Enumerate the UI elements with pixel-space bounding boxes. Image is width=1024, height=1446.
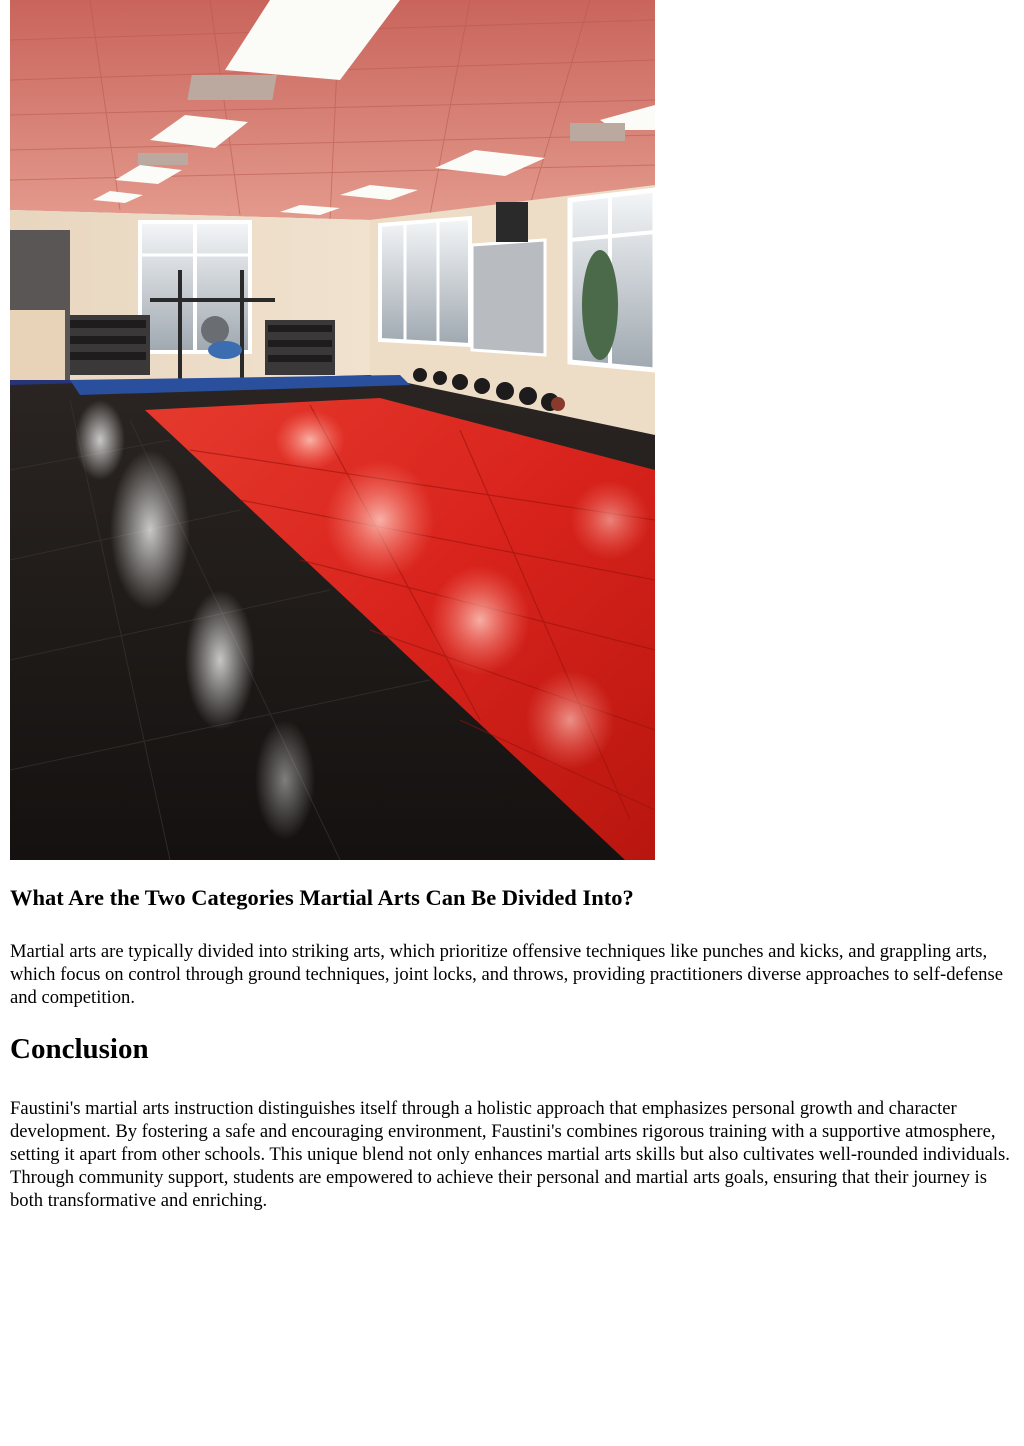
section-paragraph: Martial arts are typically divided into striking arts, which prioritize offensive techniques like punches and kicks, and grappling arts, which focus on control through ground techniques, joint locks, and throws, providing practitioners diverse approaches to self-defense and competition.	[10, 941, 1003, 1008]
conclusion-heading: Conclusion	[10, 1033, 149, 1065]
article-content	[10, 880, 1014, 1212]
section-heading: What Are the Two Categories Martial Arts Can Be Divided Into?	[10, 885, 634, 910]
martial-arts-gym-photo	[10, 0, 655, 860]
conclusion-paragraph: Faustini's martial arts instruction distinguishes itself through a holistic approach that emphasizes personal growth and character development. By fostering a safe and encouraging environment, Faustini's combines rigorous training with a supportive atmosphere, setting it apart from other schools. This unique blend not only enhances martial arts skills but also cultivates well-rounded individuals. Through community support, students are empowered to achieve their personal and martial arts goals, ensuring that their journey is both transformative and enriching.	[10, 1098, 1010, 1211]
